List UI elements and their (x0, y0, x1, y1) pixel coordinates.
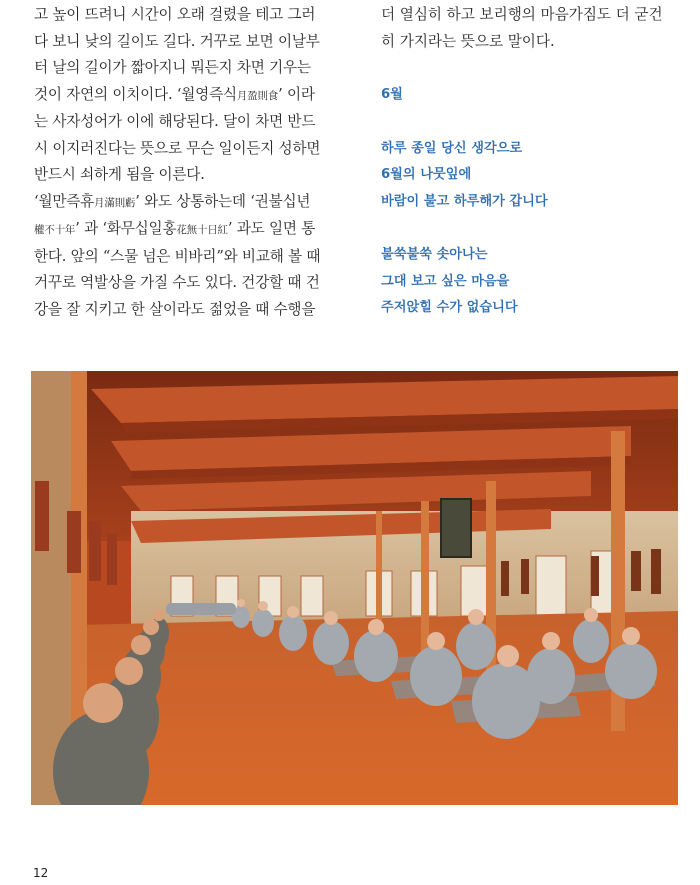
text-line: 한다. 앞의 “스물 넘은 비바리”와 비교해 볼 때 (34, 247, 321, 265)
hanja-annotation: 月滿則虧 (94, 196, 136, 209)
text-span: ’ 와도 상통하는데 ‘권불십년 (135, 192, 311, 210)
photo-illustration (31, 371, 678, 805)
text-line: 다 보니 낮의 길이도 길다. 거꾸로 보면 이날부 (34, 32, 320, 50)
text-line (34, 82, 330, 110)
text-span: ’ 이라 (278, 85, 315, 103)
poem-line: 그대 보고 싶은 마음을 (381, 273, 510, 289)
body-text-left (34, 2, 330, 323)
text-line (34, 189, 330, 217)
poem-line: 바람이 불고 하루해가 갑니다 (381, 193, 548, 209)
text-line: 시 이지러진다는 뜻으로 무슨 일이든지 성하면 (34, 139, 321, 157)
poem-line: 6월의 나뭇잎에 (381, 167, 472, 182)
hanja-annotation: 權不十年 (34, 224, 76, 236)
temple-hall-photo (31, 371, 678, 805)
text-line: 는 사자성어가 이에 해당된다. 달이 차면 반드 (34, 113, 316, 130)
poem-line: 불쑥불쑥 솟아나는 (381, 247, 488, 262)
poem-line: 하루 종일 당신 생각으로 (381, 140, 523, 156)
text-span: ’ 과도 일면 통 (227, 220, 316, 237)
text-line: 고 높이 뜨려니 시간이 오래 걸렸을 테고 그러 (34, 6, 316, 23)
poem-title: 6월 (381, 87, 403, 102)
page-number: 12 (33, 866, 49, 880)
text-line: 거꾸로 역발상을 가질 수도 있다. 건강할 때 건 (34, 274, 320, 291)
text-span: ’ 과 ‘화무십일홍 (75, 220, 177, 237)
poem-line: 주저앉힐 수가 없습니다 (381, 300, 518, 315)
text-line: 터 날의 길이가 짧아지니 뭐든지 차면 기우는 (34, 59, 311, 76)
text-line (34, 216, 330, 244)
text-line: 더 열심히 하고 보리행의 마음가짐도 더 굳건 (381, 6, 663, 23)
body-text-right (381, 2, 681, 322)
text-span: 것이 자연의 이치이다. ‘월영즉식 (34, 85, 237, 103)
text-line: 강을 잘 지키고 한 살이라도 젊었을 때 수행을 (34, 300, 316, 318)
hanja-annotation: 月盈則食 (236, 89, 279, 102)
text-line: 반드시 쇠하게 됨을 이른다. (34, 166, 205, 183)
text-line: 히 가지라는 뜻으로 말이다. (381, 32, 555, 50)
text-span: ‘월만즉휴 (34, 192, 95, 210)
hanja-annotation: 花無十日紅 (176, 224, 228, 236)
